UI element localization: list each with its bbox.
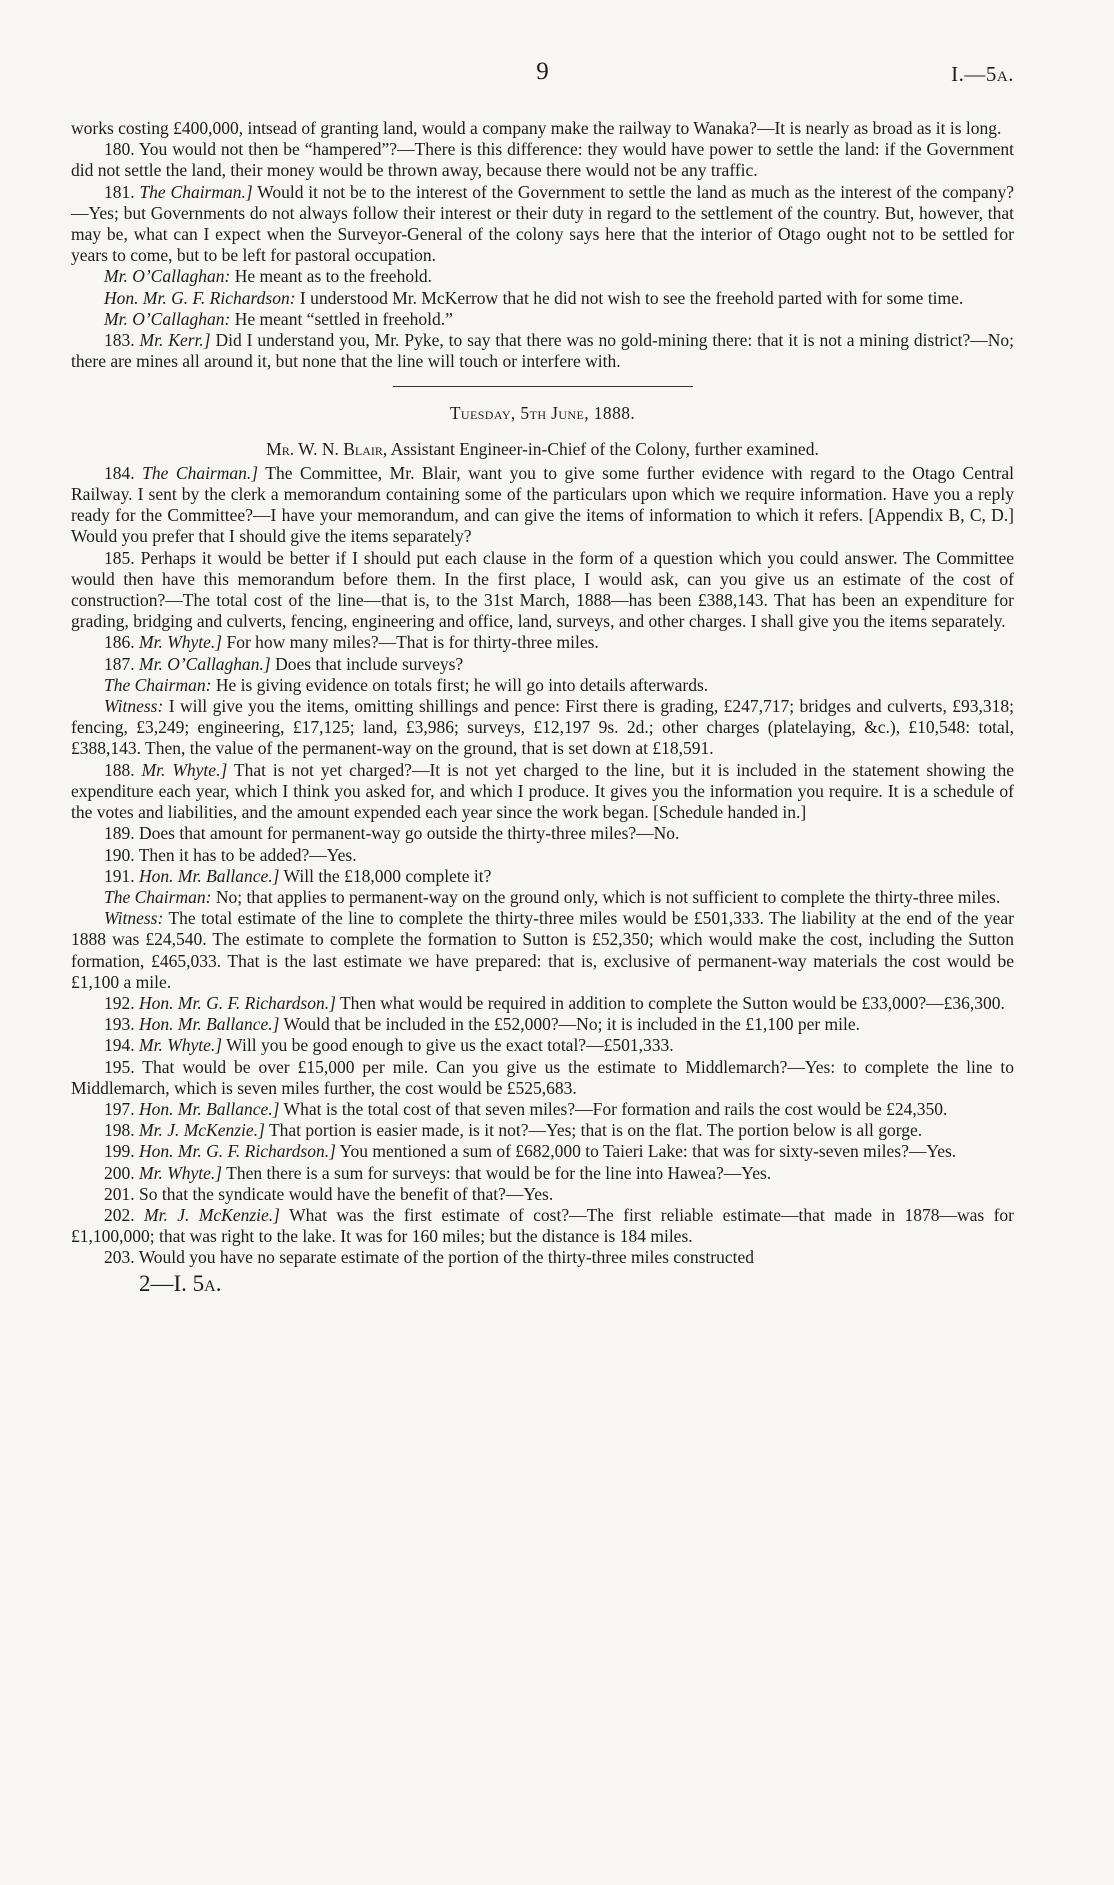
page-header xyxy=(71,0,1014,118)
evidence-text-run: Perhaps it would be better if I should put each clause in the form of a question which you could answer. The Committee would then have this memorandum before them. In the first place, I would ask, can you give us an estimate of the cost of construction?—The total cost of the line—that is, to the 31st March, 1888—has been £388,143. That has been an expenditure for grading, bridging and culverts, fencing, engineering and office, land, surveys, and other charges. I shall give you the items separately. xyxy=(71,547,1015,632)
evidence-text-run: What is the total cost of that seven miles?—For formation and rails the cost would be £24,350. xyxy=(283,1098,948,1119)
evidence-text-run: I will give you the items, omitting shillings and pence: First there is grading, £247,717; bridges and culverts, £93,318; fencing, £3,249; engineering, £17,125; land, £3,986; surveys, £12,197 9s. 2d.; other charges (platelaying, &c.), £10,548: total, £388,143. Then, the value of the permanent-way on the ground, that is set down at £18,591. xyxy=(71,696,1015,759)
speaker-name: The Chairman.] xyxy=(139,181,253,202)
evidence-text-run: He is giving evidence on totals first; he will go into details afterwards. xyxy=(215,674,709,695)
page-number: 9 xyxy=(536,58,549,85)
speaker-name: Mr. J. McKenzie.] xyxy=(139,1120,265,1141)
question-number: 201. xyxy=(104,1183,135,1204)
witness-description: Assistant Engineer-in-Chief of the Colony, further examined. xyxy=(390,438,819,459)
evidence-paragraph xyxy=(71,908,1014,993)
question-number: 193. xyxy=(104,1014,135,1035)
question-number: 186. xyxy=(104,632,135,653)
evidence-paragraph xyxy=(71,1035,1014,1056)
evidence-paragraph xyxy=(71,866,1014,887)
evidence-paragraph xyxy=(71,993,1014,1014)
question-number: 184. xyxy=(104,462,135,483)
evidence-text-run: For how many miles?—That is for thirty-three miles. xyxy=(226,632,599,653)
speaker-name: Hon. Mr. Ballance.] xyxy=(139,1014,280,1035)
date-heading: Tuesday, 5th June, 1888. xyxy=(449,403,636,424)
question-number: 203. xyxy=(104,1247,135,1268)
evidence-text-run: The Committee, Mr. Blair, want you to give some further evidence with regard to the Otago Central Railway. I sent by the clerk a memorandum containing some of the particulars upon which we require information. Have you a reply ready for the Committee?—I have your memorandum, and can give the items of information to which it refers. [Appendix B, C, D.] Would you prefer that I should give the items separately? xyxy=(71,462,1015,547)
evidence-text-run: Does that amount for permanent-way go outside the thirty-three miles?—No. xyxy=(139,823,680,844)
evidence-paragraph xyxy=(71,309,1014,330)
question-number: 180. xyxy=(104,139,135,160)
section-divider xyxy=(393,386,693,387)
speaker-name: Hon. Mr. G. F. Richardson: xyxy=(104,287,296,308)
question-number: 202. xyxy=(104,1204,135,1225)
evidence-paragraph xyxy=(71,1120,1014,1141)
evidence-text-run: You mentioned a sum of £682,000 to Taieri Lake: that was for sixty-seven miles?—Yes. xyxy=(339,1141,957,1162)
evidence-text-run: That portion is easier made, is it not?—Yes; that is on the flat. The portion below is all gorge. xyxy=(268,1120,923,1141)
evidence-text-run: Would you have no separate estimate of the portion of the thirty-three miles constructed xyxy=(138,1247,754,1268)
evidence-section-blair xyxy=(71,463,1014,1269)
speaker-name: Mr. Whyte.] xyxy=(139,1035,223,1056)
evidence-text-run: Then it has to be added?—Yes. xyxy=(138,844,357,865)
witness-heading xyxy=(71,439,1014,460)
evidence-text-run: He meant “settled in freehold.” xyxy=(234,308,453,329)
speaker-name: Hon. Mr. G. F. Richardson.] xyxy=(139,1141,336,1162)
speaker-name: Mr. O’Callaghan: xyxy=(104,266,231,287)
evidence-text-run: You would not then be “hampered”?—There is this difference: they would have power to settle the land: if the Government did not settle the land, their money would be thrown away, because there would not be any traffic. xyxy=(71,139,1014,181)
speaker-name: Mr. O’Callaghan.] xyxy=(139,653,271,674)
evidence-paragraph xyxy=(71,887,1014,908)
signature-mark: 2—I. 5a. xyxy=(139,1270,222,1296)
evidence-paragraph xyxy=(71,288,1014,309)
speaker-name: Witness: xyxy=(104,908,164,929)
evidence-text-run: Does that include surveys? xyxy=(275,653,464,674)
evidence-text-run: Did I understand you, Mr. Pyke, to say that there was no gold-mining there: that it is not a mining district?—No; there are mines all around it, but none that the line will touch or interfere with. xyxy=(71,330,1015,372)
evidence-text-run: Will you be good enough to give us the exact total?—£501,333. xyxy=(226,1035,674,1056)
evidence-text-run: works costing £400,000, intsead of granting land, would a company make the railway to Wanaka?—It is nearly as broad as it is long. xyxy=(71,118,1002,138)
speaker-name: Hon. Mr. G. F. Richardson.] xyxy=(139,992,336,1013)
evidence-text-run: What was the first estimate of cost?—The first reliable estimate—that made in 1878—was for £1,100,000; that was right to the lake. It was for 160 miles; but the distance is 184 miles. xyxy=(71,1204,1014,1247)
speaker-name: Mr. Whyte.] xyxy=(139,632,223,653)
speaker-name: The Chairman: xyxy=(104,674,212,695)
evidence-paragraph xyxy=(71,118,1014,139)
evidence-paragraph xyxy=(71,182,1014,267)
evidence-text-run: Would it not be to the interest of the Government to settle the land as much as the interest of the company?—Yes; but Governments do not always follow their interest or their duty in regard to the settlement of the country. But, however, that may be, what can I expect when the Surveyor-General of the colony says here that the interior of Otago ought not to be settled for years to come, but to be left for pastoral occupation. xyxy=(71,181,1015,266)
evidence-paragraph xyxy=(71,1247,1014,1268)
speaker-name: The Chairman: xyxy=(104,886,212,907)
speaker-name: Mr. Kerr.] xyxy=(139,330,211,351)
evidence-text-run: Would that be included in the £52,000?—No; it is included in the £1,100 per mile. xyxy=(283,1014,861,1035)
question-number: 190. xyxy=(104,844,135,865)
evidence-text-run: I understood Mr. McKerrow that he did not wish to see the freehold parted with for some time. xyxy=(299,287,964,308)
question-number: 191. xyxy=(104,865,135,886)
document-reference: I.—5a. xyxy=(951,62,1014,86)
speaker-name: Witness: xyxy=(104,696,164,717)
question-number: 198. xyxy=(104,1120,135,1141)
question-number: 195. xyxy=(104,1056,135,1077)
question-number: 187. xyxy=(104,653,135,674)
evidence-paragraph xyxy=(71,266,1014,287)
witness-name: Mr. W. N. Blair, xyxy=(266,438,388,459)
speaker-name: The Chairman.] xyxy=(142,462,259,483)
evidence-paragraph xyxy=(71,675,1014,696)
evidence-paragraph xyxy=(71,845,1014,866)
evidence-text-run: No; that applies to permanent-way on the ground only, which is not sufficient to complete the thirty-three miles. xyxy=(215,886,1001,907)
speaker-name: Mr. Whyte.] xyxy=(141,759,228,780)
evidence-paragraph xyxy=(71,1163,1014,1184)
evidence-paragraph xyxy=(71,463,1014,548)
evidence-paragraph xyxy=(71,330,1014,372)
question-number: 200. xyxy=(104,1162,135,1183)
evidence-paragraph xyxy=(71,760,1014,824)
evidence-text-run: Then what would be required in addition to complete the Sutton would be £33,000?—£36,300. xyxy=(339,992,1005,1013)
question-number: 199. xyxy=(104,1141,135,1162)
evidence-paragraph xyxy=(71,139,1014,181)
evidence-text-run: Will the £18,000 complete it? xyxy=(283,865,492,886)
question-number: 185. xyxy=(104,547,135,568)
question-number: 194. xyxy=(104,1035,135,1056)
question-number: 197. xyxy=(104,1098,135,1119)
evidence-paragraph xyxy=(71,1099,1014,1120)
evidence-paragraph xyxy=(71,1141,1014,1162)
speaker-name: Hon. Mr. Ballance.] xyxy=(139,1098,280,1119)
evidence-section-prior xyxy=(71,118,1014,372)
evidence-paragraph xyxy=(71,548,1014,633)
speaker-name: Mr. O’Callaghan: xyxy=(104,308,231,329)
question-number: 183. xyxy=(104,330,135,351)
question-number: 189. xyxy=(104,823,135,844)
evidence-text-run: That would be over £15,000 per mile. Can you give us the estimate to Middlemarch?—Yes: to complete the line to Middlemarch, which is seven miles further, the cost would be £525,683. xyxy=(71,1056,1014,1098)
question-number: 181. xyxy=(104,181,135,202)
evidence-paragraph xyxy=(71,1205,1014,1247)
evidence-paragraph xyxy=(71,632,1014,653)
speaker-name: Hon. Mr. Ballance.] xyxy=(139,865,280,886)
evidence-text xyxy=(71,118,1014,1269)
evidence-paragraph xyxy=(71,696,1014,760)
evidence-paragraph xyxy=(71,1057,1014,1099)
evidence-paragraph xyxy=(71,1184,1014,1205)
speaker-name: Mr. Whyte.] xyxy=(139,1162,223,1183)
evidence-text-run: Then there is a sum for surveys: that would be for the line into Hawea?—Yes. xyxy=(226,1162,772,1183)
evidence-text-run: That is not yet charged?—It is not yet charged to the line, but it is included in the statement showing the expenditure each year, which I think you asked for, and which I produce. It gives you the information you require. It is a schedule of the votes and liabilities, and the amount expended each year since the work began. [Schedule handed in.] xyxy=(71,759,1014,823)
evidence-paragraph xyxy=(71,1014,1014,1035)
evidence-paragraph xyxy=(71,823,1014,844)
evidence-text-run: The total estimate of the line to complete the thirty-three miles would be £501,333. The liability at the end of the year 1888 was £24,540. The estimate to complete the formation to Sutton is £52,350; which would make the cost, including the Sutton formation, £465,033. That is the last estimate we have prepared: that is, exclusive of permanent-way materials the cost would be £1,100 a mile. xyxy=(71,908,1014,992)
speaker-name: Mr. J. McKenzie.] xyxy=(144,1204,280,1225)
evidence-paragraph xyxy=(71,654,1014,675)
question-number: 192. xyxy=(104,992,135,1013)
evidence-text-run: So that the syndicate would have the benefit of that?—Yes. xyxy=(139,1183,554,1204)
question-number: 188. xyxy=(104,759,135,780)
evidence-text-run: He meant as to the freehold. xyxy=(234,266,433,287)
